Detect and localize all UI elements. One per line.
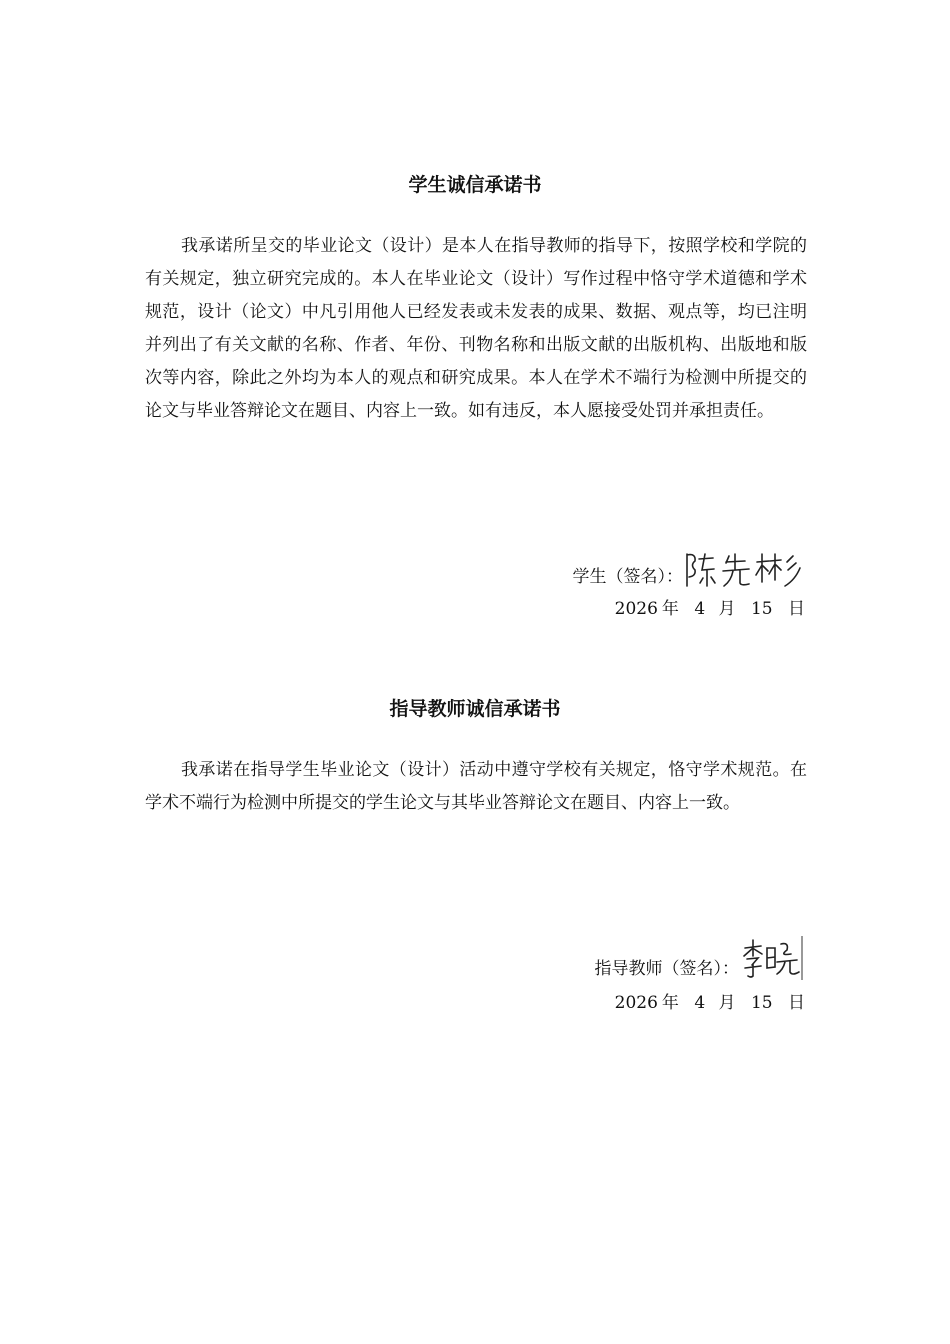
student-pledge-paragraph: 我承诺所呈交的毕业论文（设计）是本人在指导教师的指导下，按照学校和学院的有关规定，独立研究完成的。本人在毕业论文（设计）写作过程中恪守学术道德和学术规范，设计（论文）中凡引用他人已经发表或未发表的成果、数据、观点等，均已注明并列出了有关文献的名称、作者、年份、刊物名称和出版文献的出版机构、出版地和版次等内容，除此之外均为本人的观点和研究成果。本人在学术不端行为检测中所提交的论文与毕业答辩论文在题目、内容上一致。如有违反，本人愿接受处罚并承担责任。	[145, 236, 807, 421]
student-date-month-unit: 月	[718, 599, 736, 619]
advisor-date-month-unit: 月	[718, 993, 736, 1013]
student-handwritten-signature	[683, 548, 805, 590]
student-date	[611, 594, 805, 619]
student-date-month: 4	[694, 599, 706, 619]
student-date-year-unit: 年	[661, 599, 679, 619]
advisor-date-day: 15	[750, 993, 773, 1013]
advisor-pledge-paragraph: 我承诺在指导学生毕业论文（设计）活动中遵守学校有关规定，恪守学术规范。在学术不端行为检测中所提交的学生论文与其毕业答辩论文在题目、内容上一致。	[145, 760, 807, 813]
advisor-date	[611, 988, 805, 1013]
advisor-signature-label: 指导教师（签名）：	[594, 959, 739, 979]
advisor-date-month: 4	[694, 993, 706, 1013]
advisor-date-year: 2026	[614, 993, 658, 1013]
student-signature-line	[573, 548, 806, 590]
student-pledge-title: 学生诚信承诺书	[408, 174, 542, 196]
advisor-signature-line	[595, 934, 806, 982]
advisor-pledge-title: 指导教师诚信承诺书	[389, 698, 561, 720]
student-date-day: 15	[750, 599, 773, 619]
student-date-year: 2026	[614, 599, 658, 619]
student-signature-label: 学生（签名）：	[572, 567, 683, 587]
advisor-date-year-unit: 年	[661, 993, 679, 1013]
advisor-handwritten-signature	[739, 934, 805, 982]
advisor-date-day-unit: 日	[788, 993, 805, 1013]
student-date-day-unit: 日	[788, 599, 805, 619]
